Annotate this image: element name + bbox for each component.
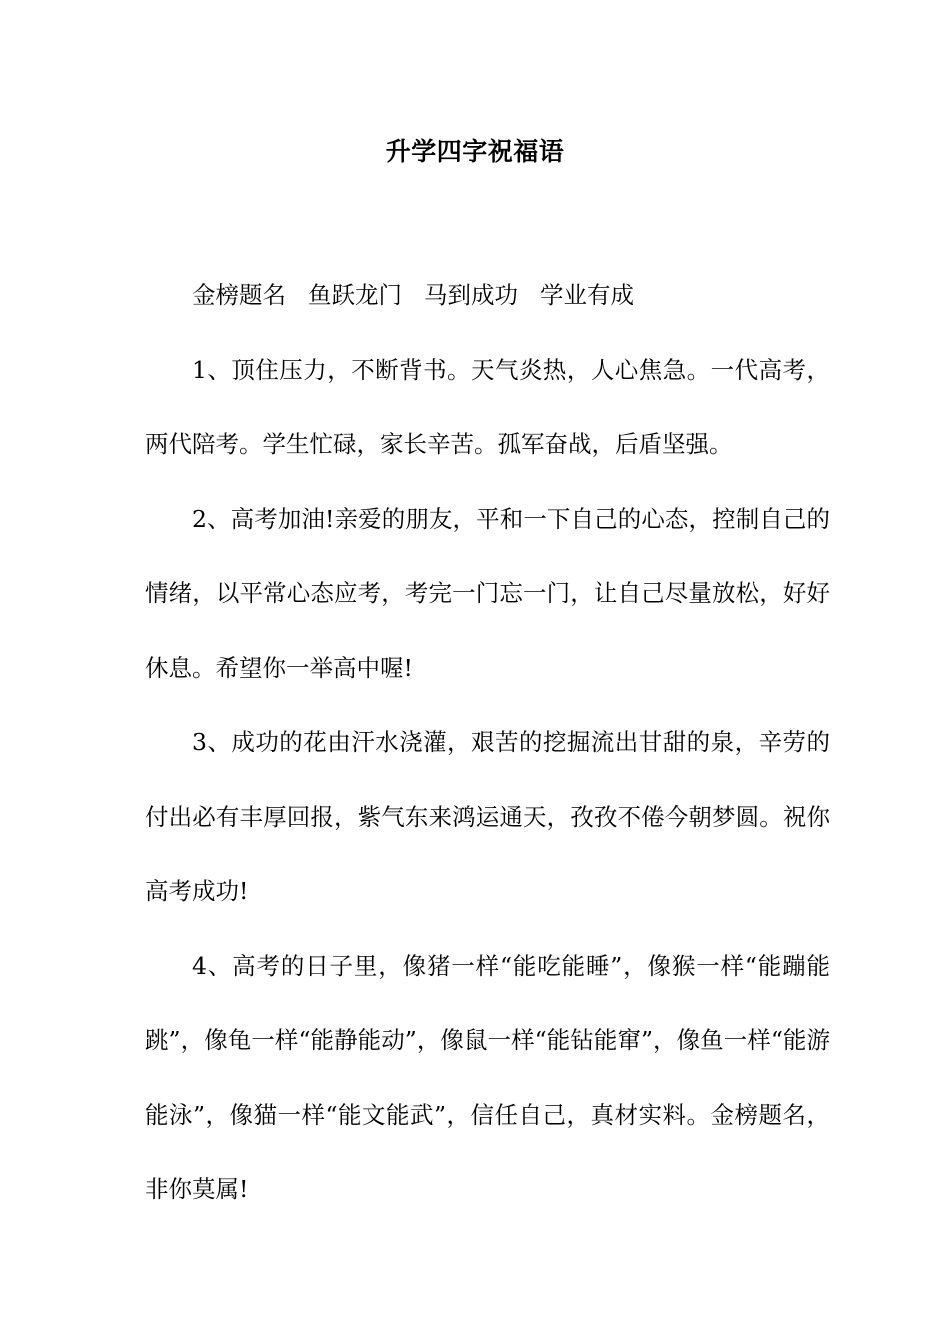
blessing-phrase: 学业有成 [540,281,634,309]
blessing-phrase: 鱼跃龙门 [308,281,402,309]
blessing-phrase: 金榜题名 [192,281,286,309]
paragraph-3: 3、成功的花由汗水浇灌，艰苦的挖掘流出甘甜的泉，辛劳的付出必有丰厚回报，紫气东来鸿运通天，孜孜不倦今朝梦圆。祝你高考成功! [145,728,830,905]
document-body [145,258,830,1227]
blessing-phrase: 马到成功 [424,281,518,309]
document-title: 升学四字祝福语 [385,137,565,166]
paragraph-2: 2、高考加油!亲爱的朋友，平和一下自己的心态，控制自己的情绪，以平常心态应考，考完一门忘一门，让自己尽量放松，好好休息。希望你一举高中喔! [145,504,830,682]
paragraph-4: 4、高考的日子里，像猪一样“能吃能睡”，像猴一样“能蹦能跳”，像龟一样“能静能动”，像鼠一样“能钻能窜”，像鱼一样“能游能泳”，像猫一样“能文能武”，信任自己，真材实料。金榜题名，非你莫属! [145,951,830,1203]
blessing-phrases-line [145,258,830,333]
paragraph-1: 1、顶住压力，不断背书。天气炎热，人心焦急。一代高考，两代陪考。学生忙碌，家长辛苦。孤军奋战，后盾坚强。 [145,355,830,458]
